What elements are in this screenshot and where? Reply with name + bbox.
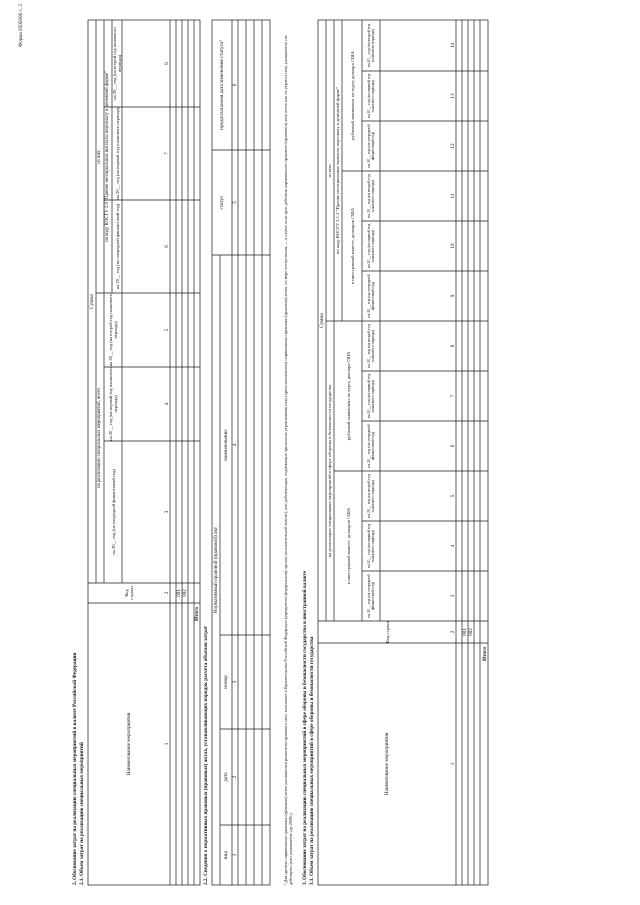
t3-y1-g1: на 20__ год (на очередной финансовый год) [366,574,375,618]
t1-col-incl: из них: [97,149,102,164]
t2-col-date: дата [223,772,229,782]
t1-code-001: 001 [176,589,182,597]
t2-col-status: статус [219,195,225,210]
t1-total-label: Итого [194,607,200,621]
t1-y2-b: на 20__ год (на первый год планового периода) [114,107,120,200]
form-code: Форма 0505606 с. 2 [18,4,24,47]
t1-num-6: 6 [164,245,170,248]
t3-num-2: 2 [450,630,456,634]
t3-num-9: 9 [450,294,456,298]
t3-total-label: Итого [482,647,488,661]
t1-y3-a: на 20__ год (на второй год планового периода) [108,293,118,367]
t1-col-total-group: на реализацию специальных мероприятий, всего [97,388,102,488]
section-2-title: 2. Обоснование затрат на реализацию специальных мероприятий в валюте Российской Федерации [72,652,78,885]
t1-y3-b: на 20__ год (на второй год планового периода) [112,27,122,100]
t3-code-001: 001 [462,628,468,636]
t3-y2-g2: на 20__ год (на первый год планового периода) [366,373,375,419]
section-2-2-title: 2.2. Сведения о нормативных правовых (правовых) актах, устанавливающих порядок расчета объемов затрат [203,625,209,885]
t1-col-kosgu: по коду КОСГУ 2.9 "Прочие несоциальные выплаты персоналу в денежной форме" [105,71,110,242]
t3-num-8: 8 [450,344,456,348]
t2-col-act: Нормативный правовой (правовой) акт [213,526,219,614]
t3-num-13: 13 [450,93,456,99]
t3-y3-g1: на 20__ год (на второй год планового периода) [366,474,375,518]
t3-rub-b: рублевый эквивалент по курсу доллара США [349,51,355,140]
t3-num-3: 3 [450,594,456,598]
t3-y1-g2: на 20__ год (на очередной финансовый год) [366,424,375,468]
t1-num-2: 2 [164,591,170,595]
t3-num-4: 4 [450,544,456,548]
t3-num-14: 14 [450,42,456,49]
t1-num-8: 8 [164,62,170,65]
t1-num-4: 4 [164,402,170,406]
t3-foreign-a: в иностранной валюте, долларов США [345,507,351,585]
t3-num-5: 5 [450,494,456,498]
t3-y2-g4: на 20__ год (на первый год планового периода) [366,73,375,119]
t3-num-11: 11 [450,193,456,199]
t1-y1-a: на 20__ год (на очередной финансовый год) [110,469,116,555]
t3-y2-g3: на 20__ год (на первый год планового периода) [366,223,375,269]
t1-num-7: 7 [164,152,170,155]
t2-col-number: номер [223,675,229,689]
t3-code-002: 002 [468,628,474,636]
t1-y2-a: на 20__ год (на первый год планового периода) [108,367,118,441]
t3-rub-a: рублевый эквивалент по курсу доллара США [345,351,351,441]
t3-y2-g1: на 20__ год (на первый год планового периода) [366,523,375,569]
t1-col-code: Код строки [124,586,134,600]
section-2-1-title: 2.1. Объем затрат на реализацию специальных мероприятий [79,742,85,885]
t2-num-3: 3 [232,680,238,684]
t3-num-12: 12 [450,143,456,149]
t2-num-6: 6 [232,83,238,87]
t1-y1-b: на 20__ год (на очередной финансовый год) [114,203,120,290]
t3-num-10: 10 [450,243,456,249]
footnote: ¹ Для проекта нормативных правовых (правовых) актов указываются реквизиты правового акта, вносимого в Правительство Российской Федерации (учредителю федеральному органу исполнительной власти), или действующих, подлежащих признанию утратившими силу (приостановлению) нормативных правовых (правовых) актов, по мере поступления, — в случае если срок действия нормативного правового (правового) акта истек или он утратил силу, указывается «не действует» (или указывается «до 2009») [283,35,293,885]
t3-y3-g3: на 20__ год (на второй год планового периода) [366,174,375,218]
t3-y3-g2: на 20__ год (на второй год планового периода) [366,324,375,368]
t2-num-5: 5 [232,201,238,204]
t3-num-1: 1 [450,762,456,766]
t3-num-7: 7 [450,394,456,398]
t1-code-002: 002 [182,589,188,597]
t3-col-sum: Сумма [319,313,325,328]
t3-y1-g4: на 20__ год (на очередной финансовый год) [366,124,375,168]
t1-num-3: 3 [164,510,170,514]
t1-col-name: Наименование мероприятия [126,712,132,776]
t3-col-total-group: на реализацию специальных мероприятий в сфере обороны и безопасности государства [327,384,332,558]
t2-col-vid: вид [223,851,229,859]
t1-num-5: 5 [164,328,170,332]
t2-col-title: наименование [223,429,229,461]
section-3-title: 3. Обоснование затрат на реализацию специальных мероприятий в сфере обороны и безопасности государства в иностранной валюте [302,570,308,885]
t3-col-kosgu: по коду КОСГУ 2.1.2 "Прочие несоциальные выплаты персоналу в денежной форме" [335,87,340,254]
section-3-1-title: 3.1. Объем затрат на реализацию специальных мероприятий в сфере обороны и безопасности государства [309,636,315,885]
t3-col-incl: из них: [327,163,332,178]
t3-col-code: Код строки [384,621,390,643]
t2-num-1: 1 [232,853,238,857]
t1-col-sum: Сумма [89,294,95,309]
t3-num-6: 6 [450,444,456,448]
t2-num-2: 2 [232,775,238,779]
t3-col-name: Наименование мероприятия [384,732,390,796]
t2-num-4: 4 [232,443,238,447]
t3-y1-g3: на 20__ год (на очередной финансовый год) [366,274,375,318]
t3-y3-g4: на 20__ год (на второй год планового периода) [366,23,375,68]
t2-col-expiry: предполагаемая дата изменения статуса¹ [219,40,225,130]
t3-foreign-b: в иностранной валюте, долларов США [349,207,355,285]
t1-num-1: 1 [164,742,170,746]
